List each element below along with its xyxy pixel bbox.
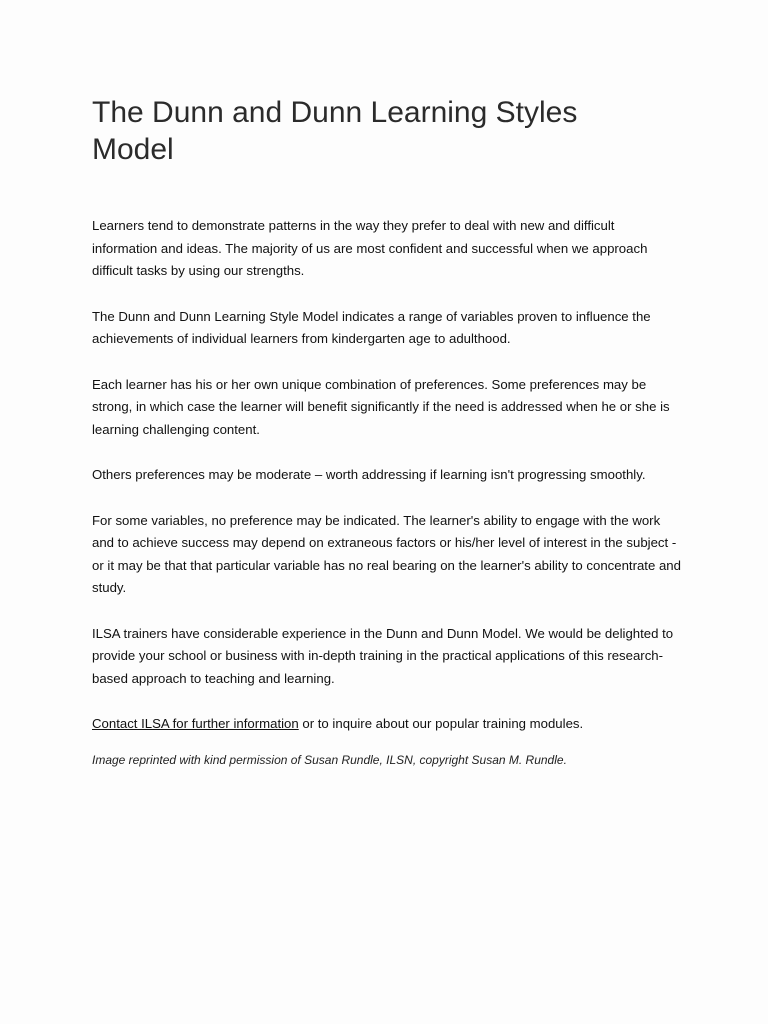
paragraph-learners-patterns: Learners tend to demonstrate patterns in the way they prefer to deal with new and difficult information and ideas. The majority of us are most confident and successful when we approach difficult tasks by using our strengths. xyxy=(92,218,648,278)
image-credit: Image reprinted with kind permission of Susan Rundle, ILSN, copyright Susan M. Rundle. xyxy=(92,752,567,767)
paragraph-moderate-preferences: Others preferences may be moderate – worth addressing if learning isn't progressing smoothly. xyxy=(92,467,646,482)
document-body xyxy=(92,215,682,793)
contact-ilsa-link[interactable]: Contact ILSA for further information xyxy=(92,716,299,731)
contact-rest-text: or to inquire about our popular training modules. xyxy=(298,716,584,731)
paragraph-no-preference: For some variables, no preference may be indicated. The learner's ability to engage with the work and to achieve success may depend on extraneous factors or his/her level of interest in the subject - or it may be that that particular variable has no real bearing on the learner's ability to concentrate and study. xyxy=(92,512,681,595)
paragraph-unique-preferences: Each learner has his or her own unique combination of preferences. Some preferences may be strong, in which case the learner will benefit significantly if the need is addressed when he or she is learning challenging content. xyxy=(92,376,670,437)
paragraph-model-variables: The Dunn and Dunn Learning Style Model indicates a range of variables proven to influence the achievements of individual learners from kindergarten age to adulthood. xyxy=(92,308,651,346)
contact-paragraph xyxy=(92,713,682,736)
paragraph-ilsa-trainers: ILSA trainers have considerable experience in the Dunn and Dunn Model. We would be delighted to provide your school or business with in-depth training in the practical applications of this research-based approach to teaching and learning. xyxy=(92,625,674,686)
page-title: The Dunn and Dunn Learning Styles Model xyxy=(92,96,578,166)
